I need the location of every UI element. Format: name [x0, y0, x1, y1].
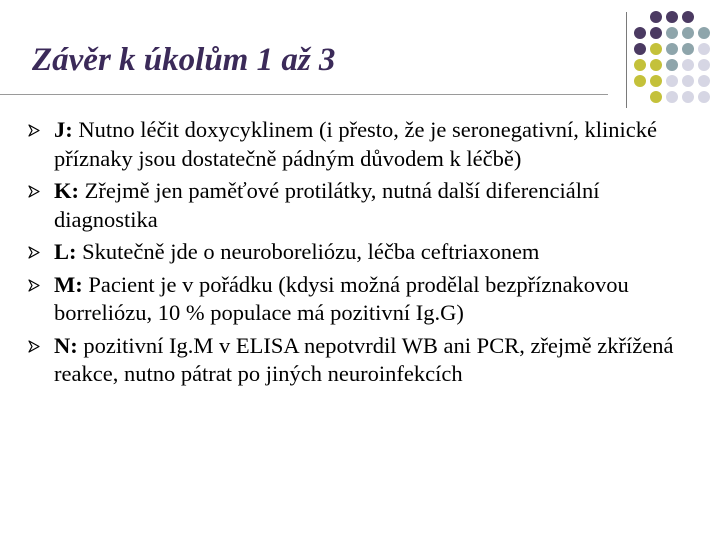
decoration-dot — [666, 91, 678, 103]
decoration-dot — [698, 75, 710, 87]
decoration-dot — [650, 27, 662, 39]
bullet-text: pozitivní Ig.M v ELISA nepotvrdil WB ani PCR, zřejmě zkřížená reakce, nutno pátrat po jiných neuroinfekcích — [54, 332, 674, 386]
arrowhead-bullet-icon — [28, 279, 40, 292]
slide-title: Závěr k úkolům 1 až 3 — [32, 42, 336, 78]
bullet-item-k — [28, 177, 704, 234]
decoration-dot — [666, 75, 678, 87]
decoration-dot — [650, 75, 662, 87]
bullet-lead: N: — [54, 332, 78, 358]
bullet-lead: K: — [54, 178, 79, 203]
decoration-dot — [682, 11, 694, 23]
decoration-vertical-line — [626, 12, 627, 108]
bullet-lead: L: — [54, 239, 77, 264]
bullet-text: Nutno léčit doxycyklinem (i přesto, že je seronegativní, klinické příznaky jsou dostatečně pádným důvodem k léčbě) — [54, 117, 657, 171]
decoration-dot — [698, 27, 710, 39]
bullet-item-j — [28, 116, 704, 173]
decoration-dot — [682, 43, 694, 55]
decoration-dot — [634, 75, 646, 87]
decoration-dot — [634, 27, 646, 39]
bullet-item-l — [28, 238, 704, 267]
decoration-dot — [682, 75, 694, 87]
decoration-dot — [698, 59, 710, 71]
bullet-lead: J: — [54, 117, 73, 142]
bullet-list — [28, 116, 704, 393]
title-underline — [0, 94, 608, 95]
arrowhead-bullet-icon — [28, 185, 40, 198]
decoration-dot — [682, 27, 694, 39]
decoration-dot — [650, 59, 662, 71]
decoration-dot — [698, 91, 710, 103]
decoration-dot — [666, 27, 678, 39]
decoration-dot — [666, 11, 678, 23]
decoration-dot — [682, 91, 694, 103]
decoration-dot — [634, 59, 646, 71]
bullet-item-n — [28, 332, 704, 389]
bullet-item-m — [28, 271, 704, 328]
decoration-dot — [650, 43, 662, 55]
decoration-dot — [666, 59, 678, 71]
bullet-text: Skutečně jde o neuroboreliózu, léčba ceftriaxonem — [76, 239, 540, 264]
arrowhead-bullet-icon — [28, 246, 40, 259]
arrowhead-bullet-icon — [28, 124, 40, 137]
arrowhead-bullet-icon — [28, 340, 40, 353]
bullet-lead: M: — [54, 271, 83, 297]
decoration-dot — [666, 43, 678, 55]
bullet-text: Zřejmě jen paměťové protilátky, nutná další diferenciální diagnostika — [54, 178, 600, 232]
decoration-dot — [650, 11, 662, 23]
decoration-dot — [650, 91, 662, 103]
decoration-dot — [682, 59, 694, 71]
decoration-dot — [634, 43, 646, 55]
bullet-text: Pacient je v pořádku (kdysi možná prodělal bezpříznakovou borreliózu, 10 % populace má pozitivní Ig.G) — [54, 271, 629, 325]
decoration-dot — [698, 43, 710, 55]
